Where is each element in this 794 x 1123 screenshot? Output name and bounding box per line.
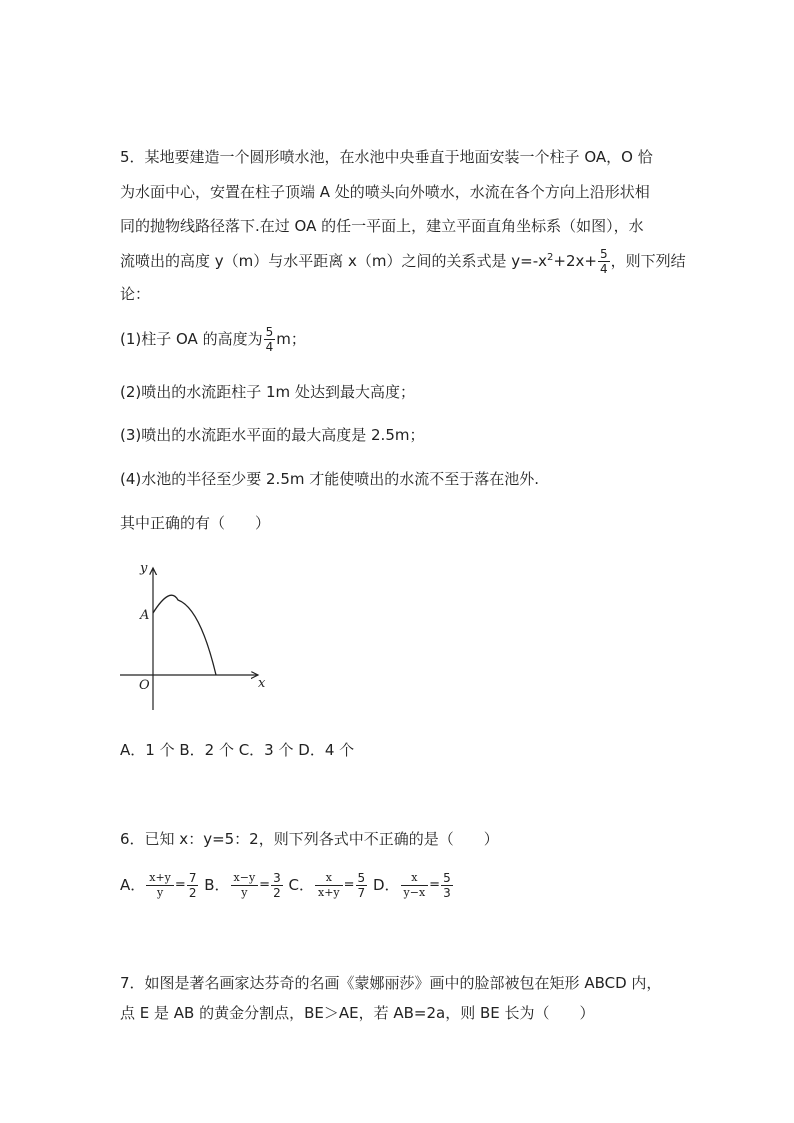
fraction-denominator: x+y [317, 886, 340, 899]
q5-conclusion-2: (2)喷出的水流距柱子 1m 处达到最大高度； [120, 383, 415, 401]
q5-stem-line-4 [120, 243, 686, 276]
option-lhs-fraction [401, 871, 429, 900]
option-label: B． [204, 876, 230, 894]
fraction-denominator: y [156, 886, 164, 899]
fraction-numerator: x+y [146, 871, 174, 886]
fraction-denominator: 3 [443, 886, 451, 900]
parabola-curve [153, 595, 216, 675]
q7-stem-line-2: 点 E 是 AB 的黄金分割点，BE＞AE，若 AB=2a，则 BE 长为（ ） [120, 1004, 595, 1022]
option-lhs-fraction [146, 871, 174, 900]
q5-stem-line-1: 5．某地要建造一个圆形喷水池，在水池中央垂直于地面安装一个柱子 OA，O 恰 [120, 148, 653, 166]
q5-stem-line-2: 为水面中心，安置在柱子顶端 A 处的喷头向外喷水，水流在各个方向上沿形状相 [120, 183, 650, 201]
equals-sign: = [343, 877, 355, 893]
q5-conclusion-4: (4)水池的半径至少要 2.5m 才能使喷出的水流不至于落在池外. [120, 470, 540, 488]
x-axis-label: x [258, 676, 266, 691]
q5-line4-fraction [598, 247, 610, 276]
fraction-numerator: 5 [443, 871, 451, 885]
q6-option-d [372, 871, 454, 900]
equals-sign: = [259, 877, 271, 893]
option-label: D． [372, 876, 400, 894]
q5-options: A．1 个 B．2 个 C．3 个 D．4 个 [120, 741, 355, 759]
q5-line4-text: 流喷出的高度 y（m）与水平距离 x（m）之间的关系式是 y=-x [120, 252, 548, 270]
option-label: A． [120, 876, 146, 894]
fraction-numerator: 5 [357, 871, 366, 885]
q5-conclusion-1 [120, 324, 306, 354]
fraction-denominator: y−x [403, 886, 426, 899]
q5-c1-unit: m； [276, 330, 306, 348]
equals-sign: = [174, 877, 186, 893]
q6-options [120, 868, 454, 903]
q5-c1-fraction [264, 325, 276, 354]
fraction-numerator: x [315, 871, 343, 886]
q7-stem-line-1: 7．如图是著名画家达芬奇的名画《蒙娜丽莎》画中的脸部被包在矩形 ABCD 内， [120, 974, 662, 992]
q5-line4-exponent: 2 [547, 252, 554, 263]
q5-question: 其中正确的有（ ） [120, 514, 271, 532]
fraction-numerator: 5 [265, 325, 274, 339]
fraction-denominator: y [241, 886, 248, 899]
fraction-numerator: 5 [599, 247, 608, 261]
origin-label: O [139, 678, 150, 693]
q6-option-a [120, 871, 204, 900]
fraction-denominator: 7 [357, 886, 366, 900]
parabola-graph [118, 556, 268, 716]
fraction-denominator: 2 [273, 886, 281, 900]
fraction-denominator: 4 [265, 340, 274, 354]
q5-stem-line-3: 同的抛物线路径落下.在过 OA 的任一平面上，建立平面直角坐标系（如图），水 [120, 217, 644, 235]
fraction-numerator: x−y [231, 871, 259, 886]
q5-c1-text: (1)柱子 OA 的高度为 [120, 330, 263, 348]
option-lhs-fraction [231, 871, 259, 900]
y-axis-label: y [140, 561, 148, 576]
q6-option-b [204, 871, 288, 900]
q5-conclusion-3: (3)喷出的水流距水平面的最大高度是 2.5m； [120, 426, 425, 444]
q6-option-c [288, 871, 373, 900]
option-lhs-fraction [315, 871, 343, 900]
option-rhs-fraction [441, 871, 453, 900]
q5-line4-tail: ，则下列结 [610, 252, 686, 270]
option-label: C． [288, 876, 314, 894]
fraction-numerator: 3 [273, 871, 281, 885]
equals-sign: = [429, 877, 441, 893]
option-rhs-fraction [356, 871, 368, 900]
fraction-denominator: 4 [599, 262, 608, 276]
option-rhs-fraction [271, 871, 283, 900]
fraction-numerator: x [401, 871, 429, 886]
fraction-numerator: 7 [188, 871, 197, 885]
q5-stem-line-5: 论： [120, 285, 151, 303]
q5-line4-mid: +2x+ [553, 252, 597, 270]
option-rhs-fraction [187, 871, 199, 900]
q6-stem: 6．已知 x：y=5：2，则下列各式中不正确的是（ ） [120, 830, 499, 848]
point-a-label: A [140, 608, 150, 623]
fraction-denominator: 2 [188, 886, 197, 900]
